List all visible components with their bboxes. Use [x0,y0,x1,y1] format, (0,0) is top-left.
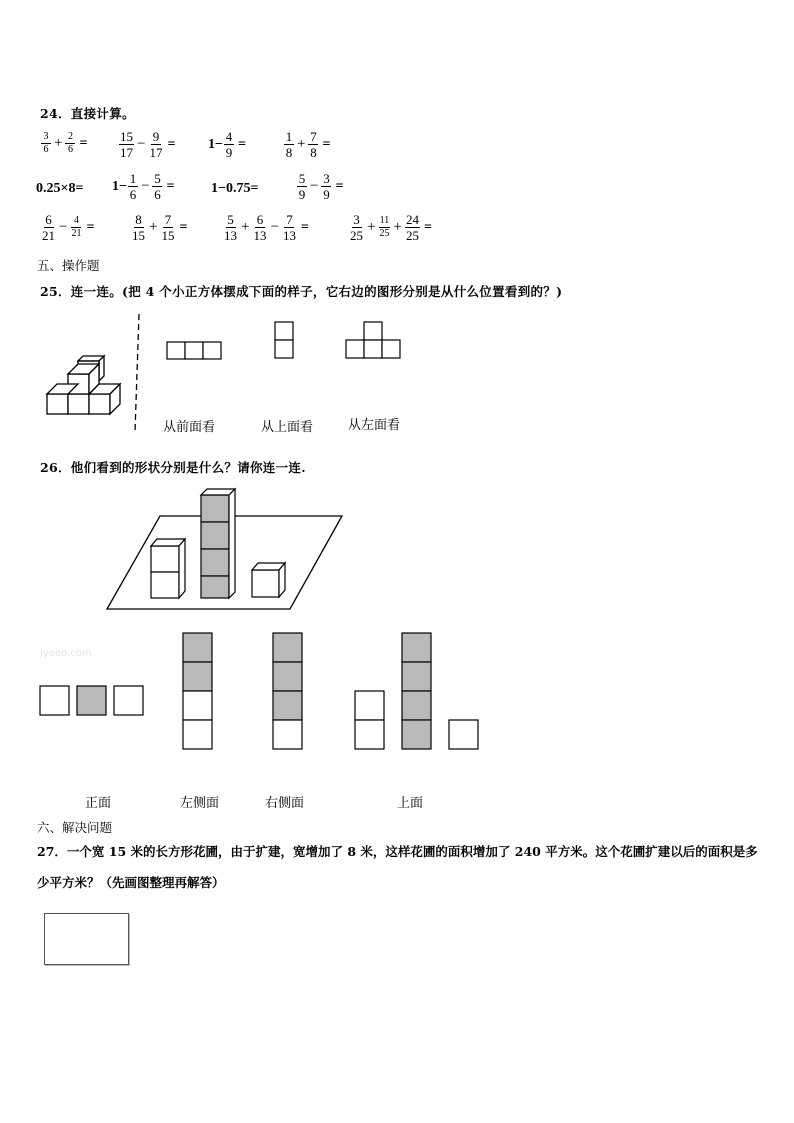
q24-expr-1-2: $\frac{15}{17}$ − $\frac{9}{17}$ = [120,129,176,160]
q26-label-front: 正面 [85,796,112,811]
q26-label-left: 左侧面 [180,796,220,811]
q24-title: 24．直接计算。 [40,106,135,121]
q24-expr-3-4: $\frac{3}{25}$ + $\frac{11}{25}$ + $\frac{24}{25}$ = [350,212,432,243]
q25-view-1 [167,342,221,359]
q26-option-top [355,633,478,749]
q24-expr-2-3: 1−0.75= [211,181,259,196]
q25-cube-stack [47,356,120,414]
q26-label-right: 右侧面 [265,796,305,811]
q25-view-3 [346,322,400,358]
q24-expr-2-1: 0.25×8= [36,181,84,196]
section-5-heading: 五、操作题 [37,258,100,273]
q25-label-left: 从左面看 [348,418,401,433]
q26-label-top: 上面 [397,796,424,811]
q24-expr-2-4: $\frac{5}{9}$ − $\frac{3}{9}$ = [298,171,344,202]
q27-text: 27．一个宽 15 米的长方形花圃，由于扩建，宽增加了 8 米，这样花圃的面积增加了 240 平方米。这个花圃扩建以后的面积是多少平方米？（先画图整理再解答） [37,844,758,890]
q24-expr-1-1: $\frac{3}{6}$ + $\frac{2}{6}$ = [40,132,87,155]
section-6-heading: 六、解决问题 [37,820,113,835]
q26-option-front [40,686,143,715]
q26-figure [0,480,794,760]
q24-expr-1-3: 1− $\frac{4}{9}$ = [208,129,246,160]
q27-drawing-box [44,913,129,965]
q26-title: 26．他们看到的形状分别是什么？请你连一连. [40,460,306,475]
q25-divider [135,314,139,432]
q24-expr-3-2: $\frac{8}{15}$ + $\frac{7}{15}$ = [132,212,188,243]
q25-view-2 [275,322,293,358]
q24-expr-1-4: $\frac{1}{8}$ + $\frac{7}{8}$ = [285,129,331,160]
q26-option-right [273,633,302,749]
q25-label-front: 从前面看 [163,420,216,435]
q24-expr-3-3: $\frac{5}{13}$ + $\frac{6}{13}$ − $\frac{7}{13}$ = [224,212,309,243]
q26-watermark: Jyeoo.com [40,648,92,659]
q24-expr-3-1: $\frac{6}{21}$ − $\frac{4}{21}$ = [42,212,95,243]
q24-expr-2-2: 1− $\frac{1}{6}$ − $\frac{5}{6}$ = [112,171,175,202]
q25-label-top: 从上面看 [261,420,314,435]
q26-stack-4 [201,489,235,598]
q26-stack-1 [252,563,285,597]
q25-title: 25．连一连。(把 4 个小正方体摆成下面的样子，它右边的图形分别是从什么位置看到的？) [40,284,563,299]
q26-option-left [183,633,212,749]
q26-stack-2 [151,539,185,598]
